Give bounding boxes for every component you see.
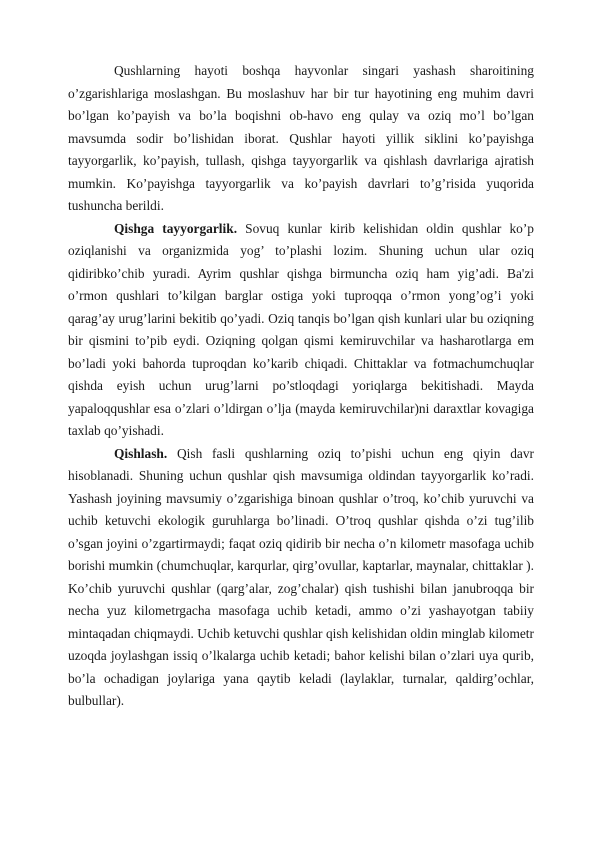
paragraph-intro-text: Qushlarning hayoti boshqa hayvonlar singari yashash sharoitining o’zgarishlariga moslashgan. Bu moslashuv har bir tur hayotining eng muhim davri bo’lgan ko’payish va bo’la boqishni ob-havo eng qulay va oziq mo’l bo’lgan mavsumda sodir bo’lishidan iborat. Qushlar hayoti yillik siklini ko’payishga tayyorgarlik, ko’payish, tullash, qishga tayyorgarlik va qishlash davrlariga ajratish mumkin. Ko’payishga tayyorgarlik va ko’payish davrlari to’g’risida yuqorida tushuncha berildi. <box>68 63 534 213</box>
paragraph-winter-preparation-text: Sovuq kunlar kirib kelishidan oldin qushlar ko’p oziqlanishi va organizmida yog’ to’plashi lozim. Shuning uchun ular oziq qidiribko’chib yuradi. Ayrim qushlar qishga birmuncha oziq ham yig’adi. Ba'zi o’rmon qushlari to’kilgan barglar ostiga yoki tuproqqa o’rmon yong’og’i yoki qarag’ay urug’larini bekitib qo’yadi. Oziq tanqis bo’lgan qish kunlari ular bu oziqning bir qismini to’pib eydi. Oziqning qolgan qismi kemiruvchilar va hasharotlarga em bo’ladi yoki bahorda tuproqdan ko’karib chiqadi. Chittaklar va fotmachumchuqlar qishda eyish uchun urug’larni po’stloqdagi yoriqlarga bekitishadi. Mayda yapaloqqushlar esa o’zlari o’ldirgan o’lja (mayda kemiruvchilar)ni daraxtlar kovagiga taxlab qo’yishadi. <box>68 220 534 438</box>
paragraph-wintering-text: Qish fasli qushlarning oziq to’pishi uchun eng qiyin davr hisoblanadi. Shuning uchun qushlar qish mavsumiga oldindan tayyorgarlik ko’radi. Yashash joyining mavsumiy o’zgarishiga binoan qushlar o’troq, ko’chib yuruvchi va uchib ketuvchi ekologik guruhlarga bo’linadi. O’troq qushlar qishda o’zi tug’ilib o’sgan joyini o’zgartirmaydi; faqat oziq qidirib bir necha o’n kilometr masofaga uchib borishi mumkin (chumchuqlar, karqurlar, qirg’ovullar, kaptarlar, maynalar, chittaklar ). Ko’chib yuruvchi qushlar (qarg’alar, zog’chalar) qish tushishi bilan janubroqqa bir necha yuz kilometrgacha masofaga uchib ketadi, ammo o’zi yashayotgan tabiiy mintaqadan chiqmaydi. Uchib ketuvchi qushlar qish kelishidan oldin minglab kilometr uzoqda joylashgan issiq o’lkalarga uchib ketadi; bahor kelishi bilan o’zlari uya qurib, bo’la ochadigan joylariga yana qaytib keladi (laylaklar, turnalar, qaldirg’ochlar, bulbullar). <box>68 445 534 708</box>
paragraph-wintering <box>68 443 534 713</box>
section-heading-wintering: Qishlash. <box>114 445 168 461</box>
document-page <box>68 60 534 713</box>
section-heading-winter-preparation: Qishga tayyorgarlik. <box>114 220 238 236</box>
paragraph-intro <box>68 60 534 218</box>
paragraph-winter-preparation <box>68 218 534 443</box>
